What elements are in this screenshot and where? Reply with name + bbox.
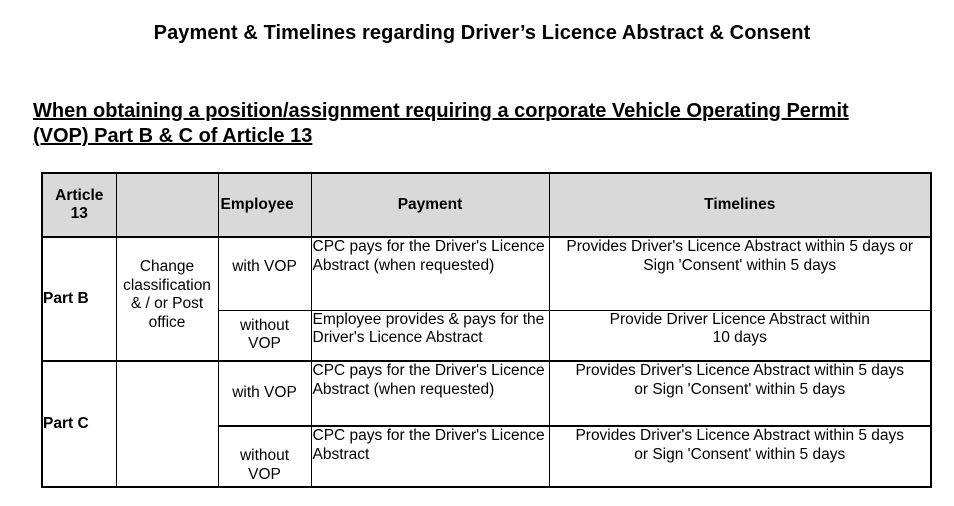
part-b-row2-timelines: Provide Driver Licence Abstract within 10 days (549, 310, 931, 361)
part-c-row1-employee: with VOP (218, 361, 311, 426)
part-b-category-text: Change classification & / or Post office (123, 258, 211, 331)
header-timelines: Timelines (549, 173, 931, 237)
payment-timelines-table (41, 172, 932, 488)
page-title: Payment & Timelines regarding Driver’s Licence Abstract & Consent (153, 22, 811, 44)
table-row (42, 237, 931, 310)
section-heading-line-2: (VOP) Part B & C of Article 13 (33, 125, 313, 147)
part-c-label: Part C (42, 361, 116, 487)
part-c-row2-payment: CPC pays for the Driver's Licence Abstract (311, 426, 549, 487)
part-b-row2-payment: Employee provides & pays for the Driver's Licence Abstract (311, 310, 549, 361)
part-b-row1-timelines: Provides Driver's Licence Abstract within 5 days or Sign 'Consent' within 5 days (549, 237, 931, 310)
table-header-row (42, 173, 931, 237)
part-b-category (116, 237, 218, 361)
part-b-label: Part B (42, 237, 116, 361)
header-payment: Payment (311, 173, 549, 237)
part-c-row1-timelines: Provides Driver's Licence Abstract within 5 days or Sign 'Consent' within 5 days (549, 361, 931, 426)
part-c-category (116, 361, 218, 487)
part-c-row1-payment: CPC pays for the Driver's Licence Abstract (when requested) (311, 361, 549, 426)
header-employee: Employee (218, 173, 311, 237)
table-row (42, 361, 931, 426)
section-heading-line-1: When obtaining a position/assignment requiring a corporate Vehicle Operating Permit (33, 100, 849, 122)
part-b-row1-employee: with VOP (218, 237, 311, 310)
header-category (116, 173, 218, 237)
section-heading (33, 99, 933, 149)
part-c-row2-timelines: Provides Driver's Licence Abstract within 5 days or Sign 'Consent' within 5 days (549, 426, 931, 487)
header-article: Article 13 (42, 173, 116, 237)
part-c-row2-employee: without VOP (218, 426, 311, 487)
part-b-row2-employee: without VOP (218, 310, 311, 361)
part-b-row1-payment: CPC pays for the Driver's Licence Abstract (when requested) (311, 237, 549, 310)
